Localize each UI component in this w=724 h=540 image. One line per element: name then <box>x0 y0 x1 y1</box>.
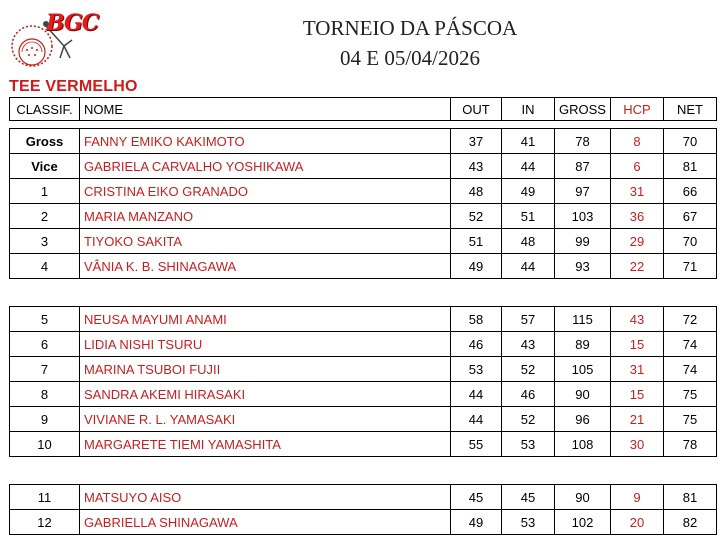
in-cell: 41 <box>502 129 555 154</box>
gross-cell: 97 <box>555 179 611 204</box>
table-row <box>10 307 717 332</box>
in-cell: 46 <box>502 382 555 407</box>
gross-cell: 93 <box>555 254 611 279</box>
classif-cell: 4 <box>10 254 80 279</box>
in-cell: 57 <box>502 307 555 332</box>
col-hcp: HCP <box>611 98 664 121</box>
in-cell: 45 <box>502 485 555 510</box>
col-net: NET <box>664 98 717 121</box>
net-cell: 66 <box>664 179 717 204</box>
in-cell: 51 <box>502 204 555 229</box>
hcp-cell: 9 <box>611 485 664 510</box>
name-cell: LIDIA NISHI TSURU <box>80 332 451 357</box>
net-cell: 75 <box>664 407 717 432</box>
classif-cell: 5 <box>10 307 80 332</box>
hcp-cell: 31 <box>611 179 664 204</box>
col-out: OUT <box>451 98 502 121</box>
net-cell: 75 <box>664 382 717 407</box>
out-cell: 48 <box>451 179 502 204</box>
classif-cell: Gross <box>10 129 80 154</box>
name-cell: FANNY EMIKO KAKIMOTO <box>80 129 451 154</box>
table-row <box>10 332 717 357</box>
gross-cell: 108 <box>555 432 611 457</box>
gross-cell: 87 <box>555 154 611 179</box>
net-cell: 78 <box>664 432 717 457</box>
classif-cell: Vice <box>10 154 80 179</box>
net-cell: 67 <box>664 204 717 229</box>
col-gross: GROSS <box>555 98 611 121</box>
hcp-cell: 22 <box>611 254 664 279</box>
table-row <box>10 510 717 535</box>
table-row <box>10 204 717 229</box>
gross-cell: 78 <box>555 129 611 154</box>
gross-cell: 115 <box>555 307 611 332</box>
in-cell: 44 <box>502 254 555 279</box>
name-cell: MATSUYO AISO <box>80 485 451 510</box>
table-row <box>10 129 717 154</box>
net-cell: 74 <box>664 332 717 357</box>
table-row <box>10 154 717 179</box>
net-cell: 81 <box>664 154 717 179</box>
in-cell: 52 <box>502 357 555 382</box>
hcp-cell: 15 <box>611 332 664 357</box>
col-nome: NOME <box>80 98 451 121</box>
hcp-cell: 36 <box>611 204 664 229</box>
logo-text: BGC <box>46 10 99 36</box>
gross-cell: 89 <box>555 332 611 357</box>
net-cell: 70 <box>664 129 717 154</box>
in-cell: 53 <box>502 432 555 457</box>
in-cell: 43 <box>502 332 555 357</box>
table-row <box>10 254 717 279</box>
hcp-cell: 21 <box>611 407 664 432</box>
results-group-3 <box>9 484 717 535</box>
net-cell: 72 <box>664 307 717 332</box>
out-cell: 49 <box>451 254 502 279</box>
in-cell: 49 <box>502 179 555 204</box>
out-cell: 45 <box>451 485 502 510</box>
classif-cell: 12 <box>10 510 80 535</box>
name-cell: MARINA TSUBOI FUJII <box>80 357 451 382</box>
name-cell: VIVIANE R. L. YAMASAKI <box>80 407 451 432</box>
out-cell: 52 <box>451 204 502 229</box>
gross-cell: 99 <box>555 229 611 254</box>
classif-cell: 7 <box>10 357 80 382</box>
in-cell: 53 <box>502 510 555 535</box>
hcp-cell: 8 <box>611 129 664 154</box>
results-header <box>9 97 717 121</box>
name-cell: VÂNIA K. B. SHINAGAWA <box>80 254 451 279</box>
col-classif: CLASSIF. <box>10 98 80 121</box>
name-cell: CRISTINA EIKO GRANADO <box>80 179 451 204</box>
out-cell: 37 <box>451 129 502 154</box>
name-cell: GABRIELA CARVALHO YOSHIKAWA <box>80 154 451 179</box>
col-in: IN <box>502 98 555 121</box>
out-cell: 49 <box>451 510 502 535</box>
table-row <box>10 382 717 407</box>
net-cell: 71 <box>664 254 717 279</box>
out-cell: 55 <box>451 432 502 457</box>
out-cell: 43 <box>451 154 502 179</box>
classif-cell: 1 <box>10 179 80 204</box>
gross-cell: 90 <box>555 485 611 510</box>
table-row <box>10 179 717 204</box>
table-row <box>10 432 717 457</box>
gross-cell: 102 <box>555 510 611 535</box>
results-group-1 <box>9 128 717 279</box>
in-cell: 52 <box>502 407 555 432</box>
hcp-cell: 20 <box>611 510 664 535</box>
table-row <box>10 357 717 382</box>
table-row <box>10 407 717 432</box>
hcp-cell: 43 <box>611 307 664 332</box>
table-row <box>10 485 717 510</box>
hcp-cell: 6 <box>611 154 664 179</box>
tee-label: TEE VERMELHO <box>9 78 138 95</box>
gross-cell: 103 <box>555 204 611 229</box>
table-row <box>10 229 717 254</box>
out-cell: 44 <box>451 407 502 432</box>
classif-cell: 11 <box>10 485 80 510</box>
out-cell: 51 <box>451 229 502 254</box>
out-cell: 46 <box>451 332 502 357</box>
classif-cell: 3 <box>10 229 80 254</box>
hcp-cell: 30 <box>611 432 664 457</box>
net-cell: 74 <box>664 357 717 382</box>
name-cell: MARGARETE TIEMI YAMASHITA <box>80 432 451 457</box>
name-cell: TIYOKO SAKITA <box>80 229 451 254</box>
in-cell: 44 <box>502 154 555 179</box>
out-cell: 58 <box>451 307 502 332</box>
hcp-cell: 31 <box>611 357 664 382</box>
tournament-title: TORNEIO DA PÁSCOA <box>302 16 518 40</box>
name-cell: GABRIELLA SHINAGAWA <box>80 510 451 535</box>
name-cell: NEUSA MAYUMI ANAMI <box>80 307 451 332</box>
gross-cell: 105 <box>555 357 611 382</box>
hcp-cell: 15 <box>611 382 664 407</box>
classif-cell: 6 <box>10 332 80 357</box>
net-cell: 82 <box>664 510 717 535</box>
classif-cell: 10 <box>10 432 80 457</box>
net-cell: 81 <box>664 485 717 510</box>
hcp-cell: 29 <box>611 229 664 254</box>
net-cell: 70 <box>664 229 717 254</box>
in-cell: 48 <box>502 229 555 254</box>
classif-cell: 9 <box>10 407 80 432</box>
classif-cell: 8 <box>10 382 80 407</box>
name-cell: SANDRA AKEMI HIRASAKI <box>80 382 451 407</box>
gross-cell: 90 <box>555 382 611 407</box>
classif-cell: 2 <box>10 204 80 229</box>
name-cell: MARIA MANZANO <box>80 204 451 229</box>
out-cell: 44 <box>451 382 502 407</box>
gross-cell: 96 <box>555 407 611 432</box>
tournament-date: 04 E 05/04/2026 <box>340 46 480 70</box>
results-group-2 <box>9 306 717 457</box>
out-cell: 53 <box>451 357 502 382</box>
